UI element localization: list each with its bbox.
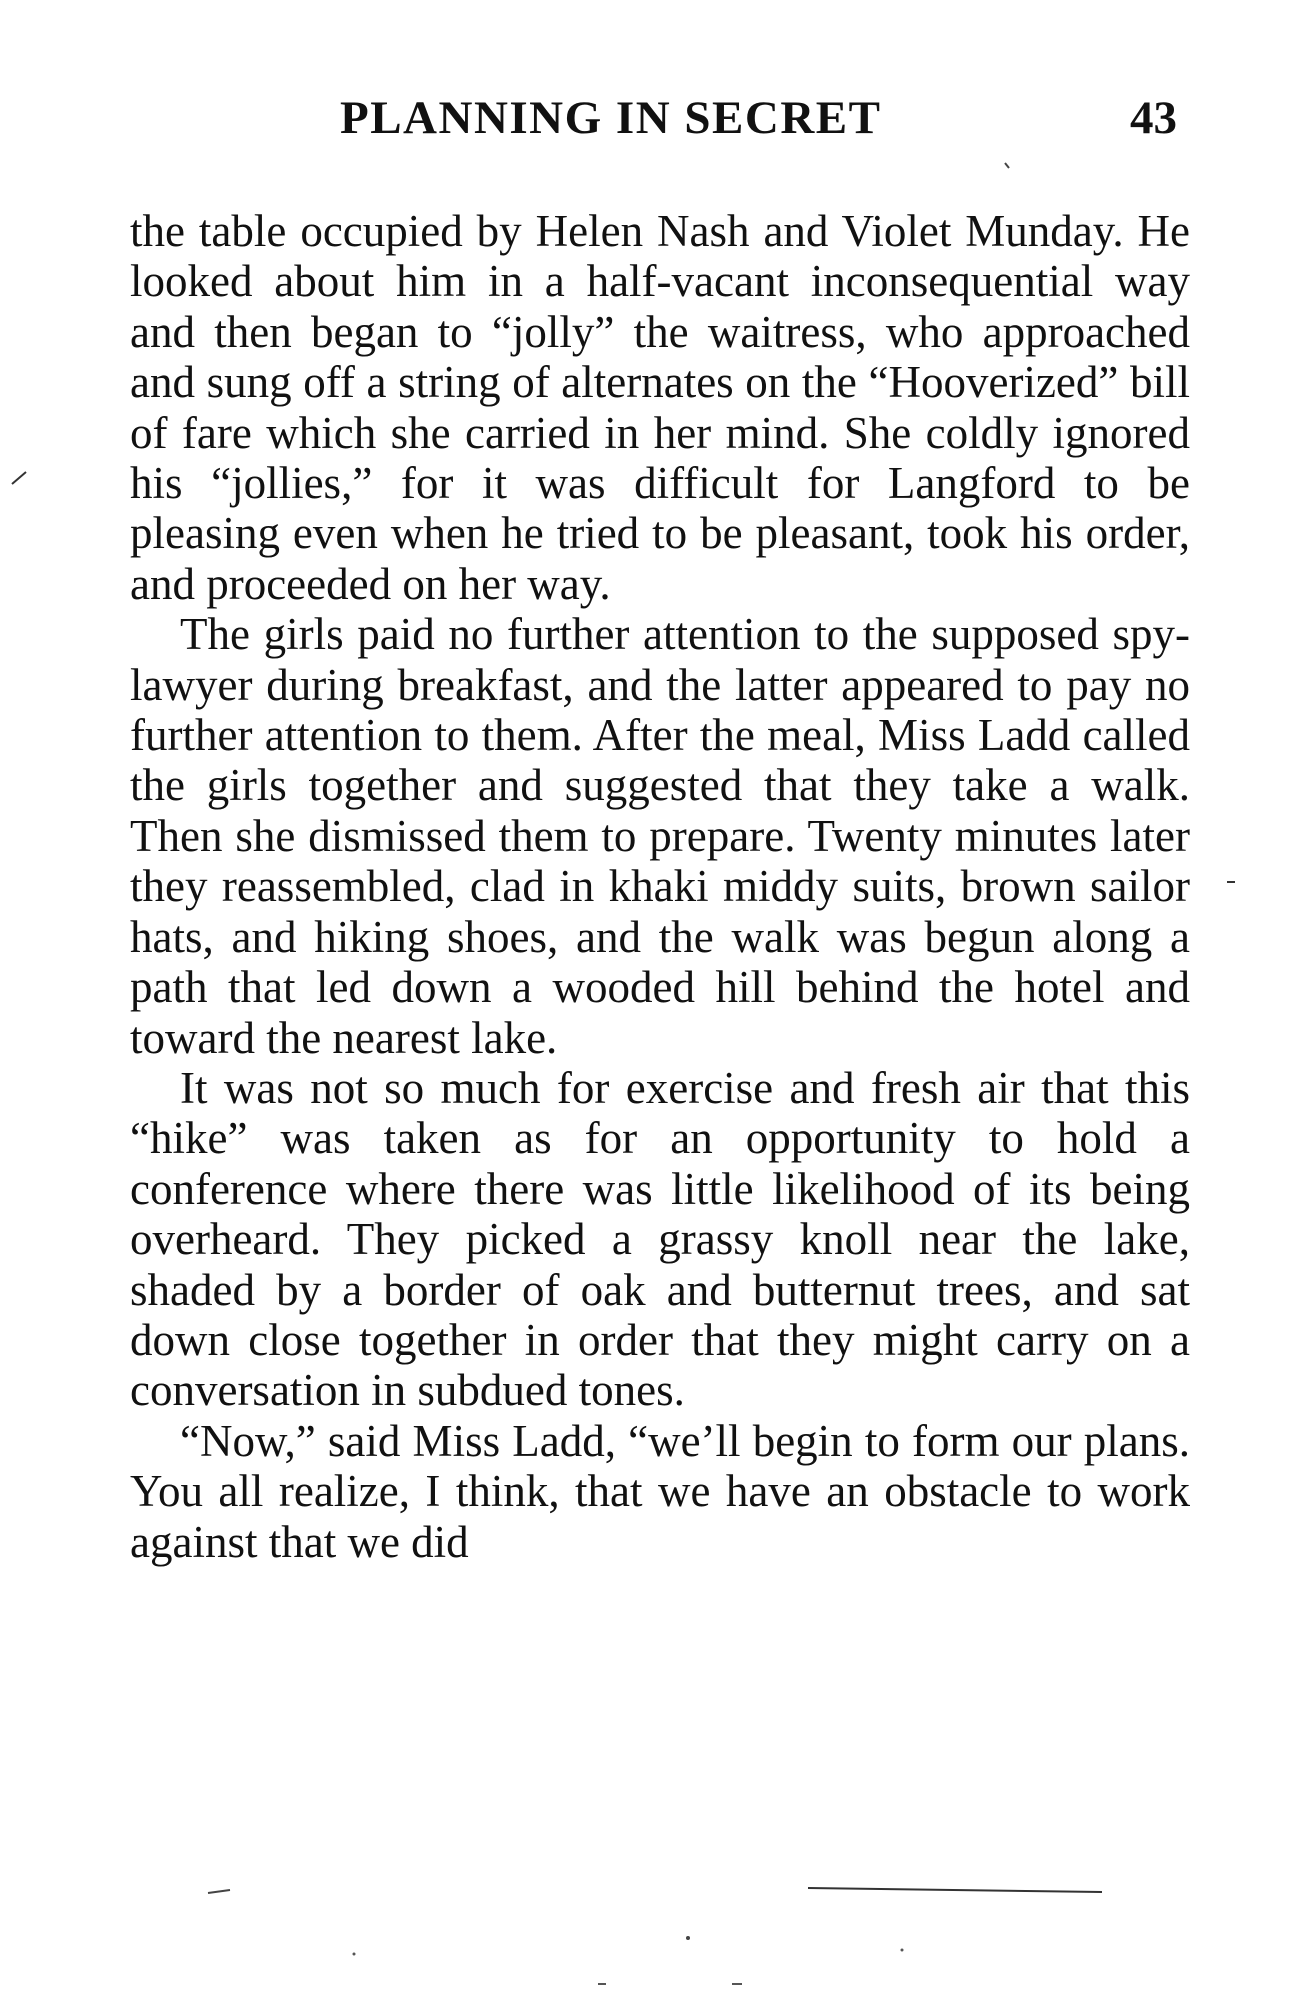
scan-speck [1005, 163, 1009, 168]
paragraph-4: “Now,” said Miss Ladd, “we’ll begin to form our plans. You all realize, I think, that we have an obstacle to work against that we did [130, 1415, 1190, 1567]
scan-speck [12, 472, 26, 484]
scan-speck [901, 1949, 904, 1952]
paragraph-2: The girls paid no further attention to the supposed spy-lawyer during breakfast, and the latter appeared to pay no further attention to them. After the meal, Miss Ladd called the girls together and suggested that they take a walk. Then she dismissed them to prepare. Twenty minutes later they reassembled, clad in khaki middy suits, brown sailor hats, and hiking shoes, and the walk was begun along a path that led down a wooded hill behind the hotel and toward the nearest lake. [130, 609, 1190, 1063]
paragraph-3: It was not so much for exercise and fresh air that this “hike” was taken as for an opportunity to hold a conference where there was little likelihood of its being overheard. They picked a grassy knoll near the lake, shaded by a border of oak and butternut trees, and sat down close together in order that they might carry on a conversation in subdued tones. [130, 1062, 1190, 1416]
running-title: PLANNING IN SECRET [340, 92, 882, 144]
paragraph-1: the table occupied by Helen Nash and Violet Munday. He looked about him in a half-vacant inconsequential way and then began to “jolly” the waitress, who approached and sung off a string of alternates on the “Hooverized” bill of fare which she carried in her mind. She coldly ignored his “jollies,” for it was difficult for Langford to be pleasing even when he tried to be pleasant, took his order, and proceeded on her way. [130, 206, 1190, 609]
scan-speck [353, 1953, 356, 1956]
body-text [130, 206, 1190, 1567]
running-head [0, 88, 1307, 148]
scan-speck [208, 1890, 230, 1893]
scan-speck [808, 1888, 1102, 1892]
scan-speck [686, 1936, 690, 1940]
page-number: 43 [1130, 92, 1177, 144]
